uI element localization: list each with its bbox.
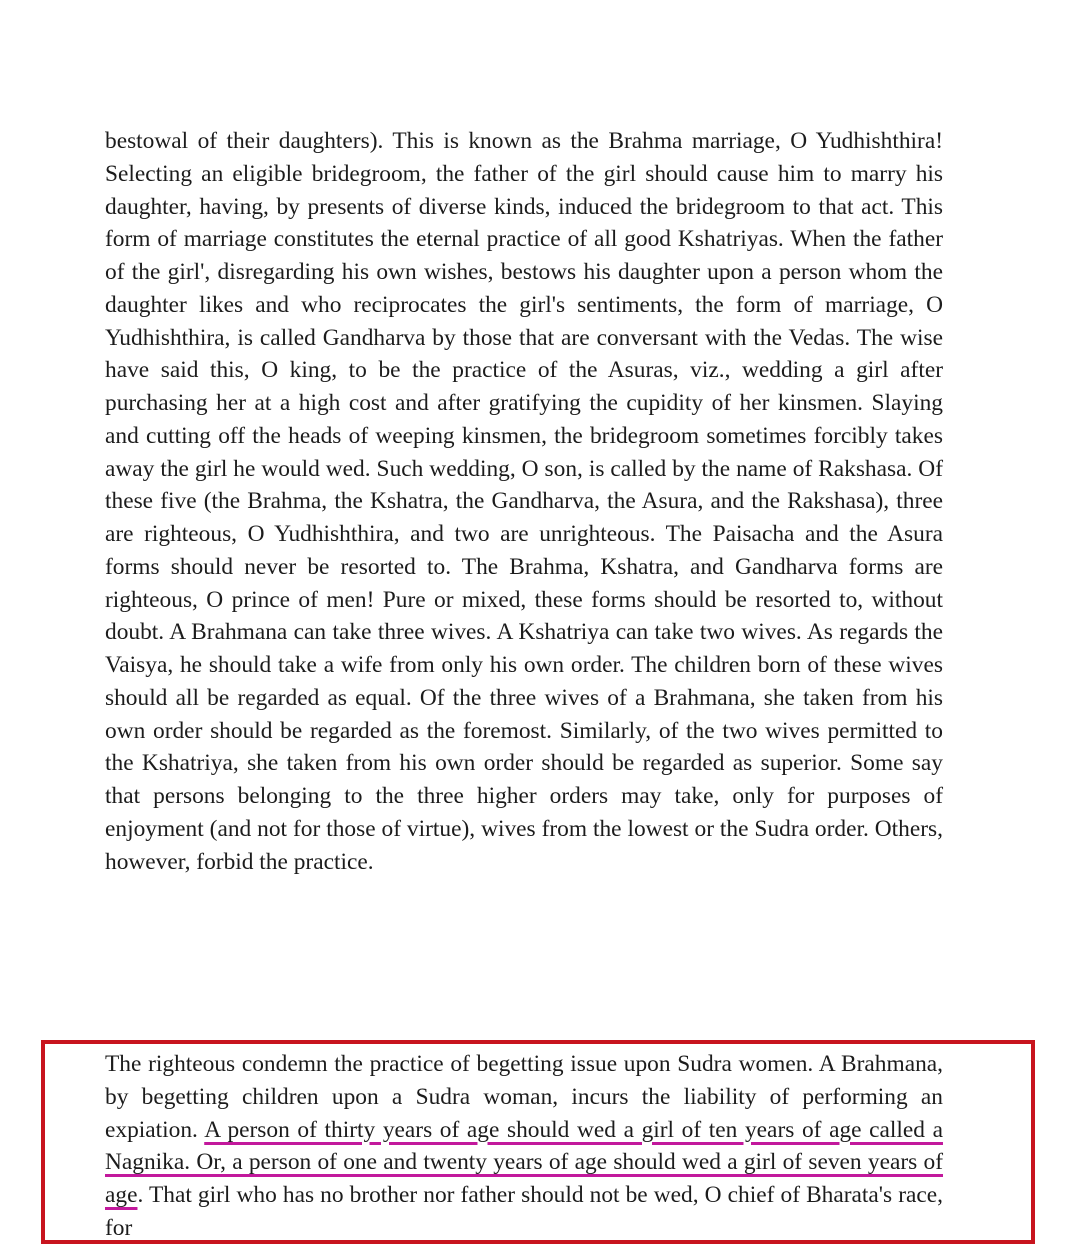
underlined-passage: A person of thirty years of age should wed a girl of ten years of age called a Nagnika. Or, a person of one and twenty years of age should wed a girl of seven years of age: [105, 1116, 943, 1208]
paragraph-text-after: . That girl who has no brother nor father should not be wed, O chief of Bharata's race, for: [105, 1182, 943, 1241]
paragraph-marriage-forms: bestowal of their daughters). This is known as the Brahma marriage, O Yudhishthira! Selecting an eligible bridegroom, the father of the girl should cause him to marry his daughter, having, by presents of diverse kinds, induced the bridegroom to that act. This form of marriage constitutes the eternal practice of all good Kshatriyas. When the father of the girl', disregarding his own wishes, bestows his daughter upon a person whom the daughter likes and who reciprocates the girl's sentiments, the form of marriage, O Yudhishthira, is called Gandharva by those that are conversant with the Vedas. The wise have said this, O king, to be the practice of the Asuras, viz., wedding a girl after purchasing her at a high cost and after gratifying the cupidity of her kinsmen. Slaying and cutting off the heads of weeping kinsmen, the bridegroom sometimes forcibly takes away the girl he would wed. Such wedding, O son, is called by the name of Rakshasa. Of these five (the Brahma, the Kshatra, the Gandharva, the Asura, and the Rakshasa), three are righteous, O Yudhishthira, and two are unrighteous. The Paisacha and the Asura forms should never be resorted to. The Brahma, Kshatra, and Gandharva forms are righteous, O prince of men! Pure or mixed, these forms should be resorted to, without doubt. A Brahmana can take three wives. A Kshatriya can take two wives. As regards the Vaisya, he should take a wife from only his own order. The children born of these wives should all be regarded as equal. Of the three wives of a Brahmana, she taken from his own order should be regarded as the foremost. Similarly, of the two wives permitted to the Kshatriya, she taken from his own order should be regarded as superior. Some say that persons belonging to the three higher orders may take, only for purposes of enjoyment (and not for those of virtue), wives from the lowest or the Sudra order. Others, however, forbid the practice.: [105, 128, 943, 875]
paragraph-text-before: The righteous condemn the practice of begetting issue upon Sudra women. A Brahmana, by begetting children upon a Sudra woman, incurs the liability of performing an expiation.: [105, 1051, 943, 1143]
paragraph-sudra-women: [105, 1048, 943, 1245]
